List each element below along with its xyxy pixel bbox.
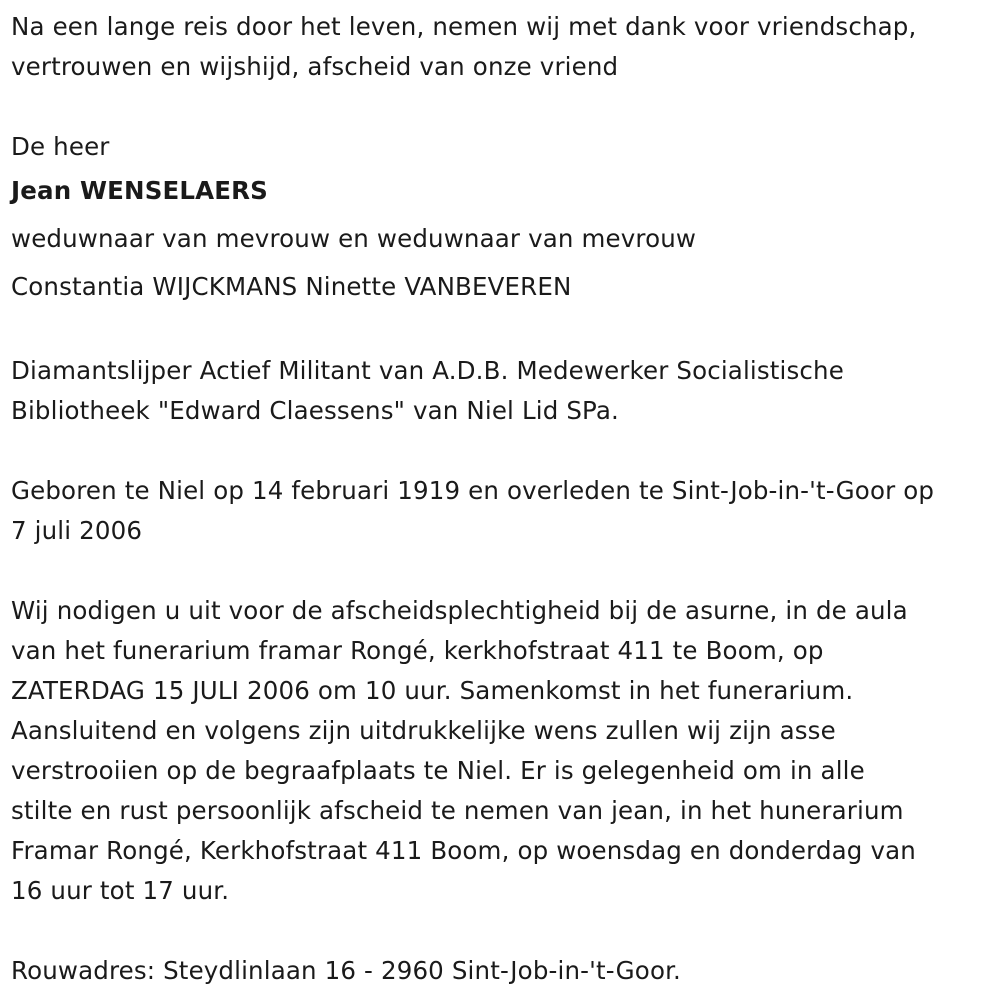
relation-line: weduwnaar van mevrouw en weduwnaar van mevrouw [11, 224, 697, 253]
deceased-name [11, 167, 996, 215]
ceremony-line: 16 uur tot 17 uur. [11, 876, 230, 905]
intro-line: Na een lange reis door het leven, nemen wij met dank voor vriendschap, [11, 12, 917, 41]
ceremony-line: Framar Rongé, Kerkhofstraat 411 Boom, op woensdag en donderdag van [11, 836, 916, 865]
salutation [11, 127, 996, 167]
deceased-name-text: Jean WENSELAERS [11, 176, 268, 205]
occupation-paragraph [11, 351, 996, 431]
relation-line: Constantia WIJCKMANS Ninette VANBEVEREN [11, 272, 572, 301]
address-paragraph [11, 951, 996, 991]
intro-line: vertrouwen en wijshijd, afscheid van onze vriend [11, 52, 619, 81]
death-notice [11, 7, 996, 991]
ceremony-line: van het funerarium framar Rongé, kerkhofstraat 411 te Boom, op [11, 636, 824, 665]
ceremony-line: verstrooiien op de begraafplaats te Niel. Er is gelegenheid om in alle [11, 756, 865, 785]
intro-paragraph [11, 7, 996, 87]
mourning-address: Rouwadres: Steydlinlaan 16 - 2960 Sint-Job-in-'t-Goor. [11, 956, 681, 985]
salutation-text: De heer [11, 132, 110, 161]
occupation-line: Bibliotheek "Edward Claessens" van Niel Lid SPa. [11, 396, 619, 425]
birth-death-paragraph [11, 471, 996, 551]
birth-death-line: Geboren te Niel op 14 februari 1919 en overleden te Sint-Job-in-'t-Goor op [11, 476, 935, 505]
ceremony-paragraph [11, 591, 996, 911]
ceremony-line: Wij nodigen u uit voor de afscheidsplechtigheid bij de asurne, in de aula [11, 596, 908, 625]
ceremony-line: ZATERDAG 15 JULI 2006 om 10 uur. Samenkomst in het funerarium. [11, 676, 854, 705]
relation-paragraph [11, 215, 996, 311]
ceremony-line: stilte en rust persoonlijk afscheid te nemen van jean, in het hunerarium [11, 796, 904, 825]
birth-death-line: 7 juli 2006 [11, 516, 143, 545]
ceremony-line: Aansluitend en volgens zijn uitdrukkelijke wens zullen wij zijn asse [11, 716, 836, 745]
occupation-line: Diamantslijper Actief Militant van A.D.B. Medewerker Socialistische [11, 356, 844, 385]
